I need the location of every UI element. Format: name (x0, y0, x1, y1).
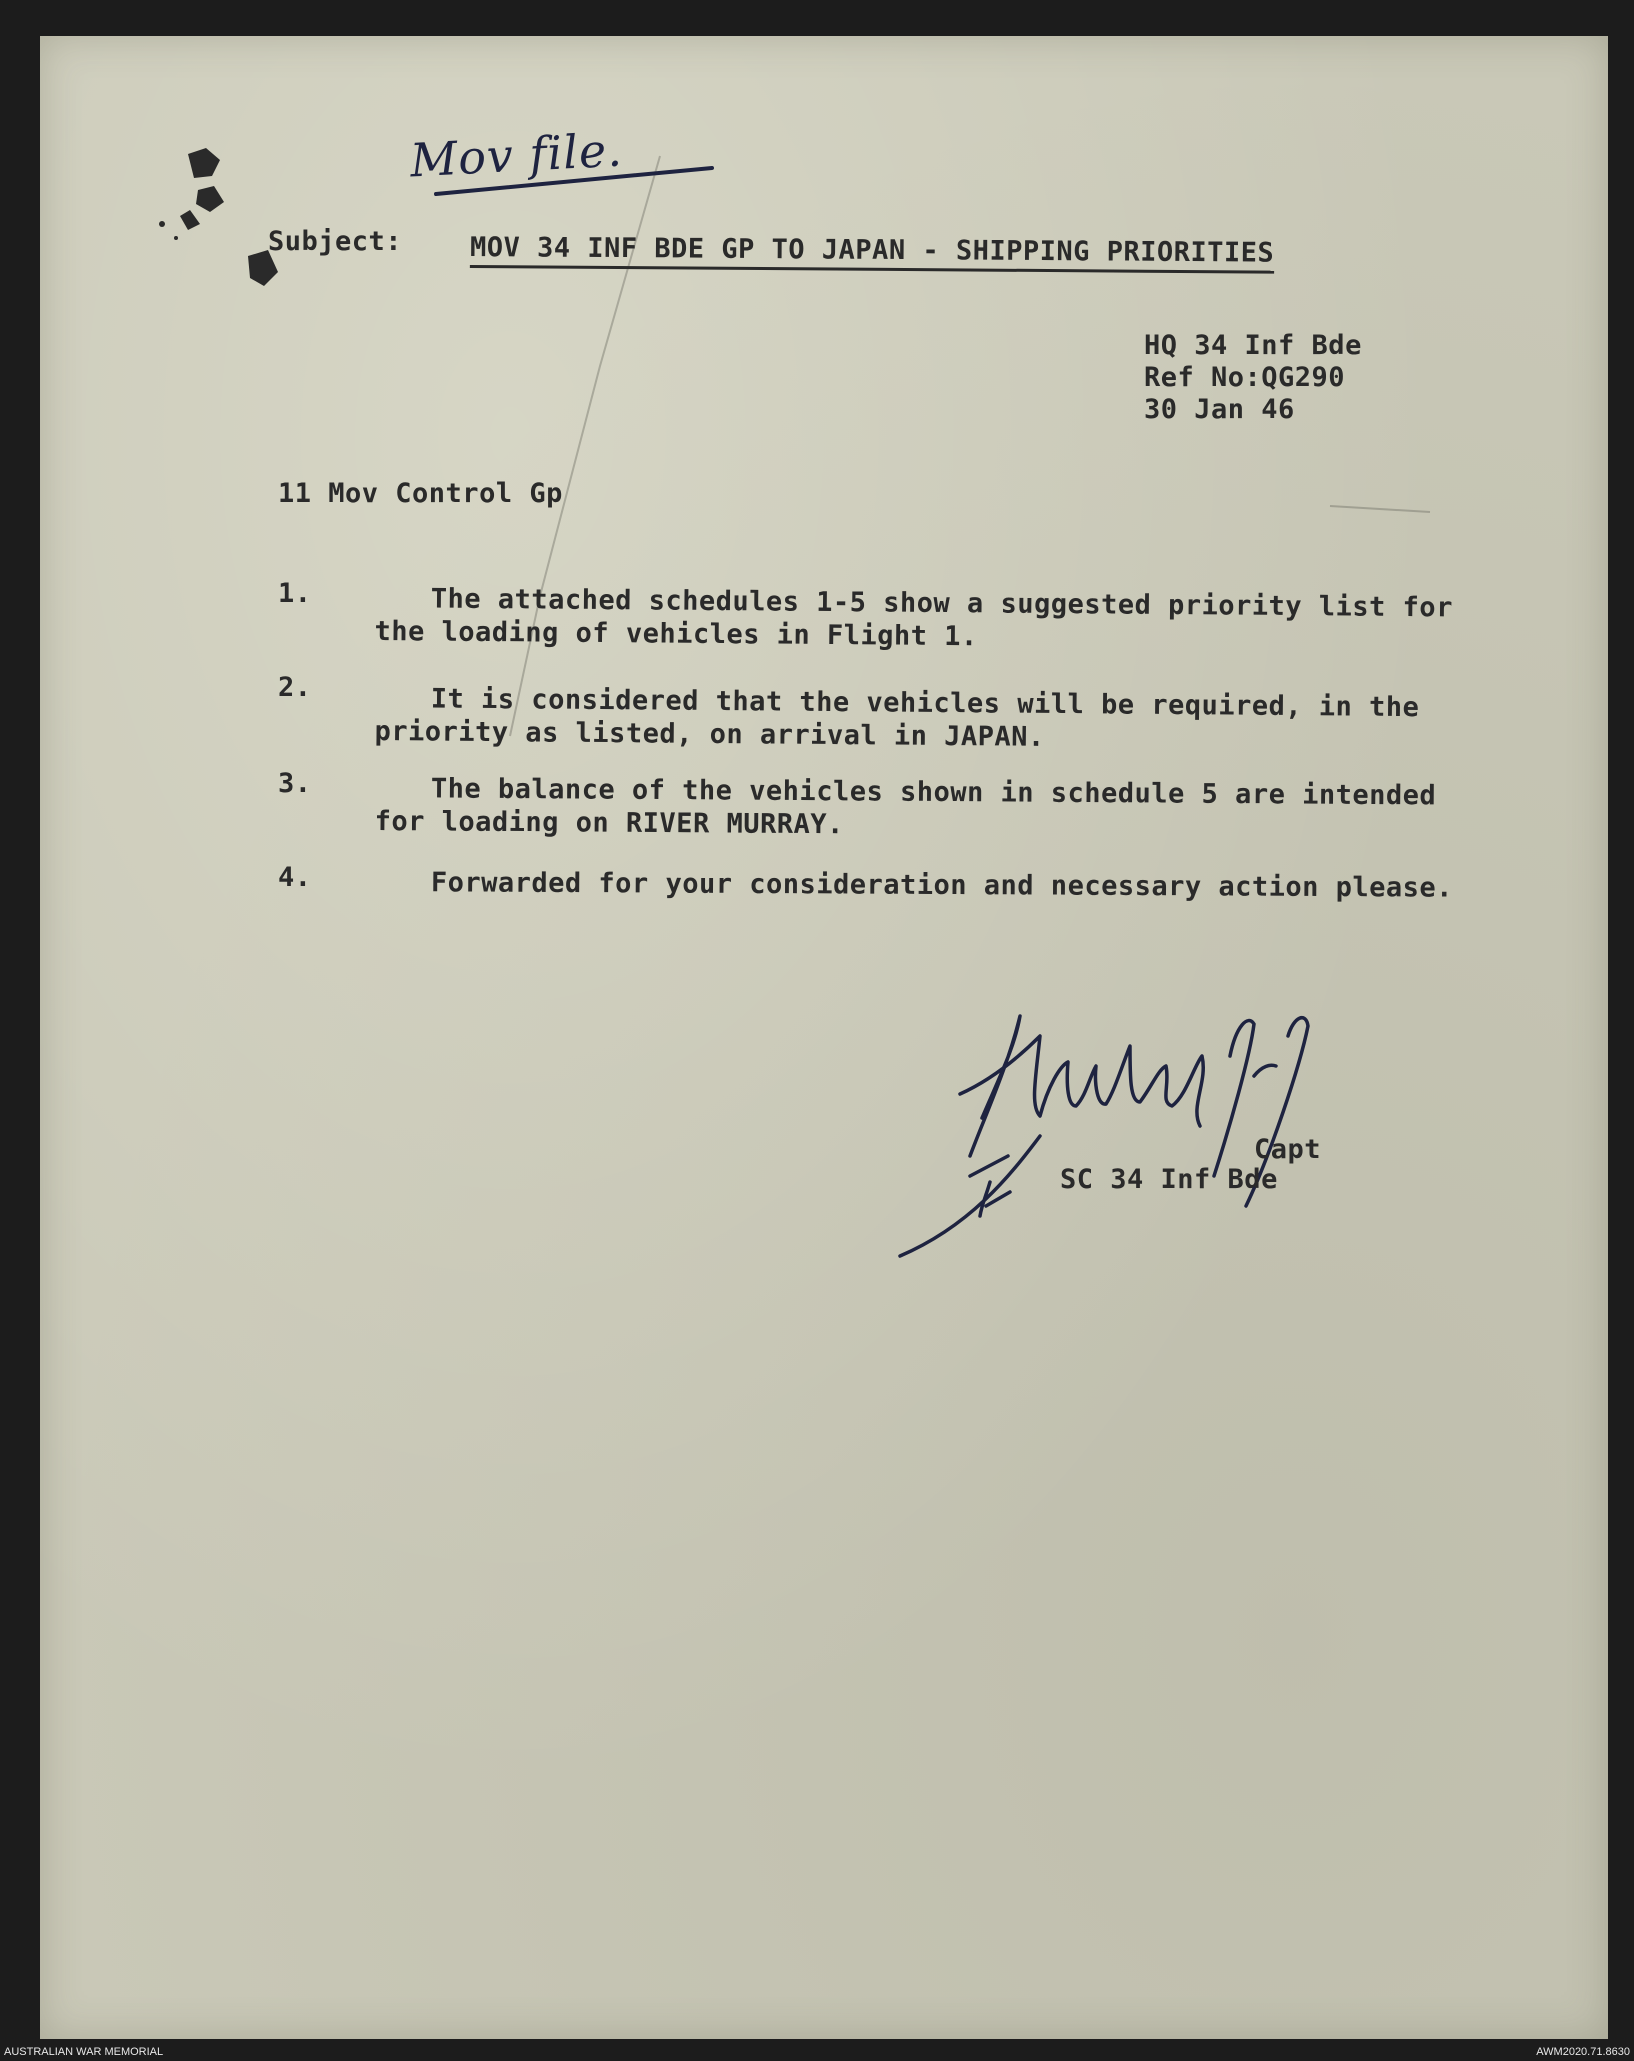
paragraph-text (374, 582, 1455, 657)
handwritten-note: Mov file. (408, 122, 624, 188)
subject-line: MOV 34 INF BDE GP TO JAPAN - SHIPPING PRIORITIES (469, 232, 1275, 269)
paragraph-3-text: The balance of the vehicles shown in schedule 5 are intended for loading on RIVER MURRAY. (374, 773, 1437, 841)
document-page (40, 36, 1608, 2039)
header-date: 30 Jan 46 (1144, 394, 1295, 425)
paragraph-2-text: It is considered that the vehicles will be required, in the priority as listed, on arrival in JAPAN. (374, 683, 1420, 753)
footer-accession-number: AWM2020.71.8630 (1536, 2046, 1630, 2058)
addressee: 11 Mov Control Gp (278, 478, 563, 509)
paragraph-text (374, 682, 1455, 757)
handwritten-signature (890, 1006, 1470, 1266)
handwritten-underline (432, 164, 722, 204)
paragraph-number: 2. (278, 672, 312, 703)
header-ref: Ref No:QG290 (1144, 362, 1346, 393)
footer-institution: AUSTRALIAN WAR MEMORIAL (4, 2046, 164, 2058)
paragraph-4-text: Forwarded for your consideration and necessary action please. (430, 867, 1454, 904)
paragraph-1-text: The attached schedules 1-5 show a suggested priority list for the loading of vehicles in Flight 1. (374, 583, 1454, 653)
subject-label: Subject: (268, 226, 403, 257)
paragraph-number: 1. (278, 578, 312, 609)
paragraph-text (375, 866, 1455, 905)
header-unit: HQ 34 Inf Bde (1144, 330, 1362, 361)
paragraph-number: 4. (278, 862, 312, 893)
paragraph-text (375, 772, 1455, 846)
signatory-appointment: SC 34 Inf Bde (1060, 1164, 1278, 1195)
paragraph-number: 3. (278, 768, 312, 799)
signatory-rank: Capt (1254, 1134, 1322, 1165)
